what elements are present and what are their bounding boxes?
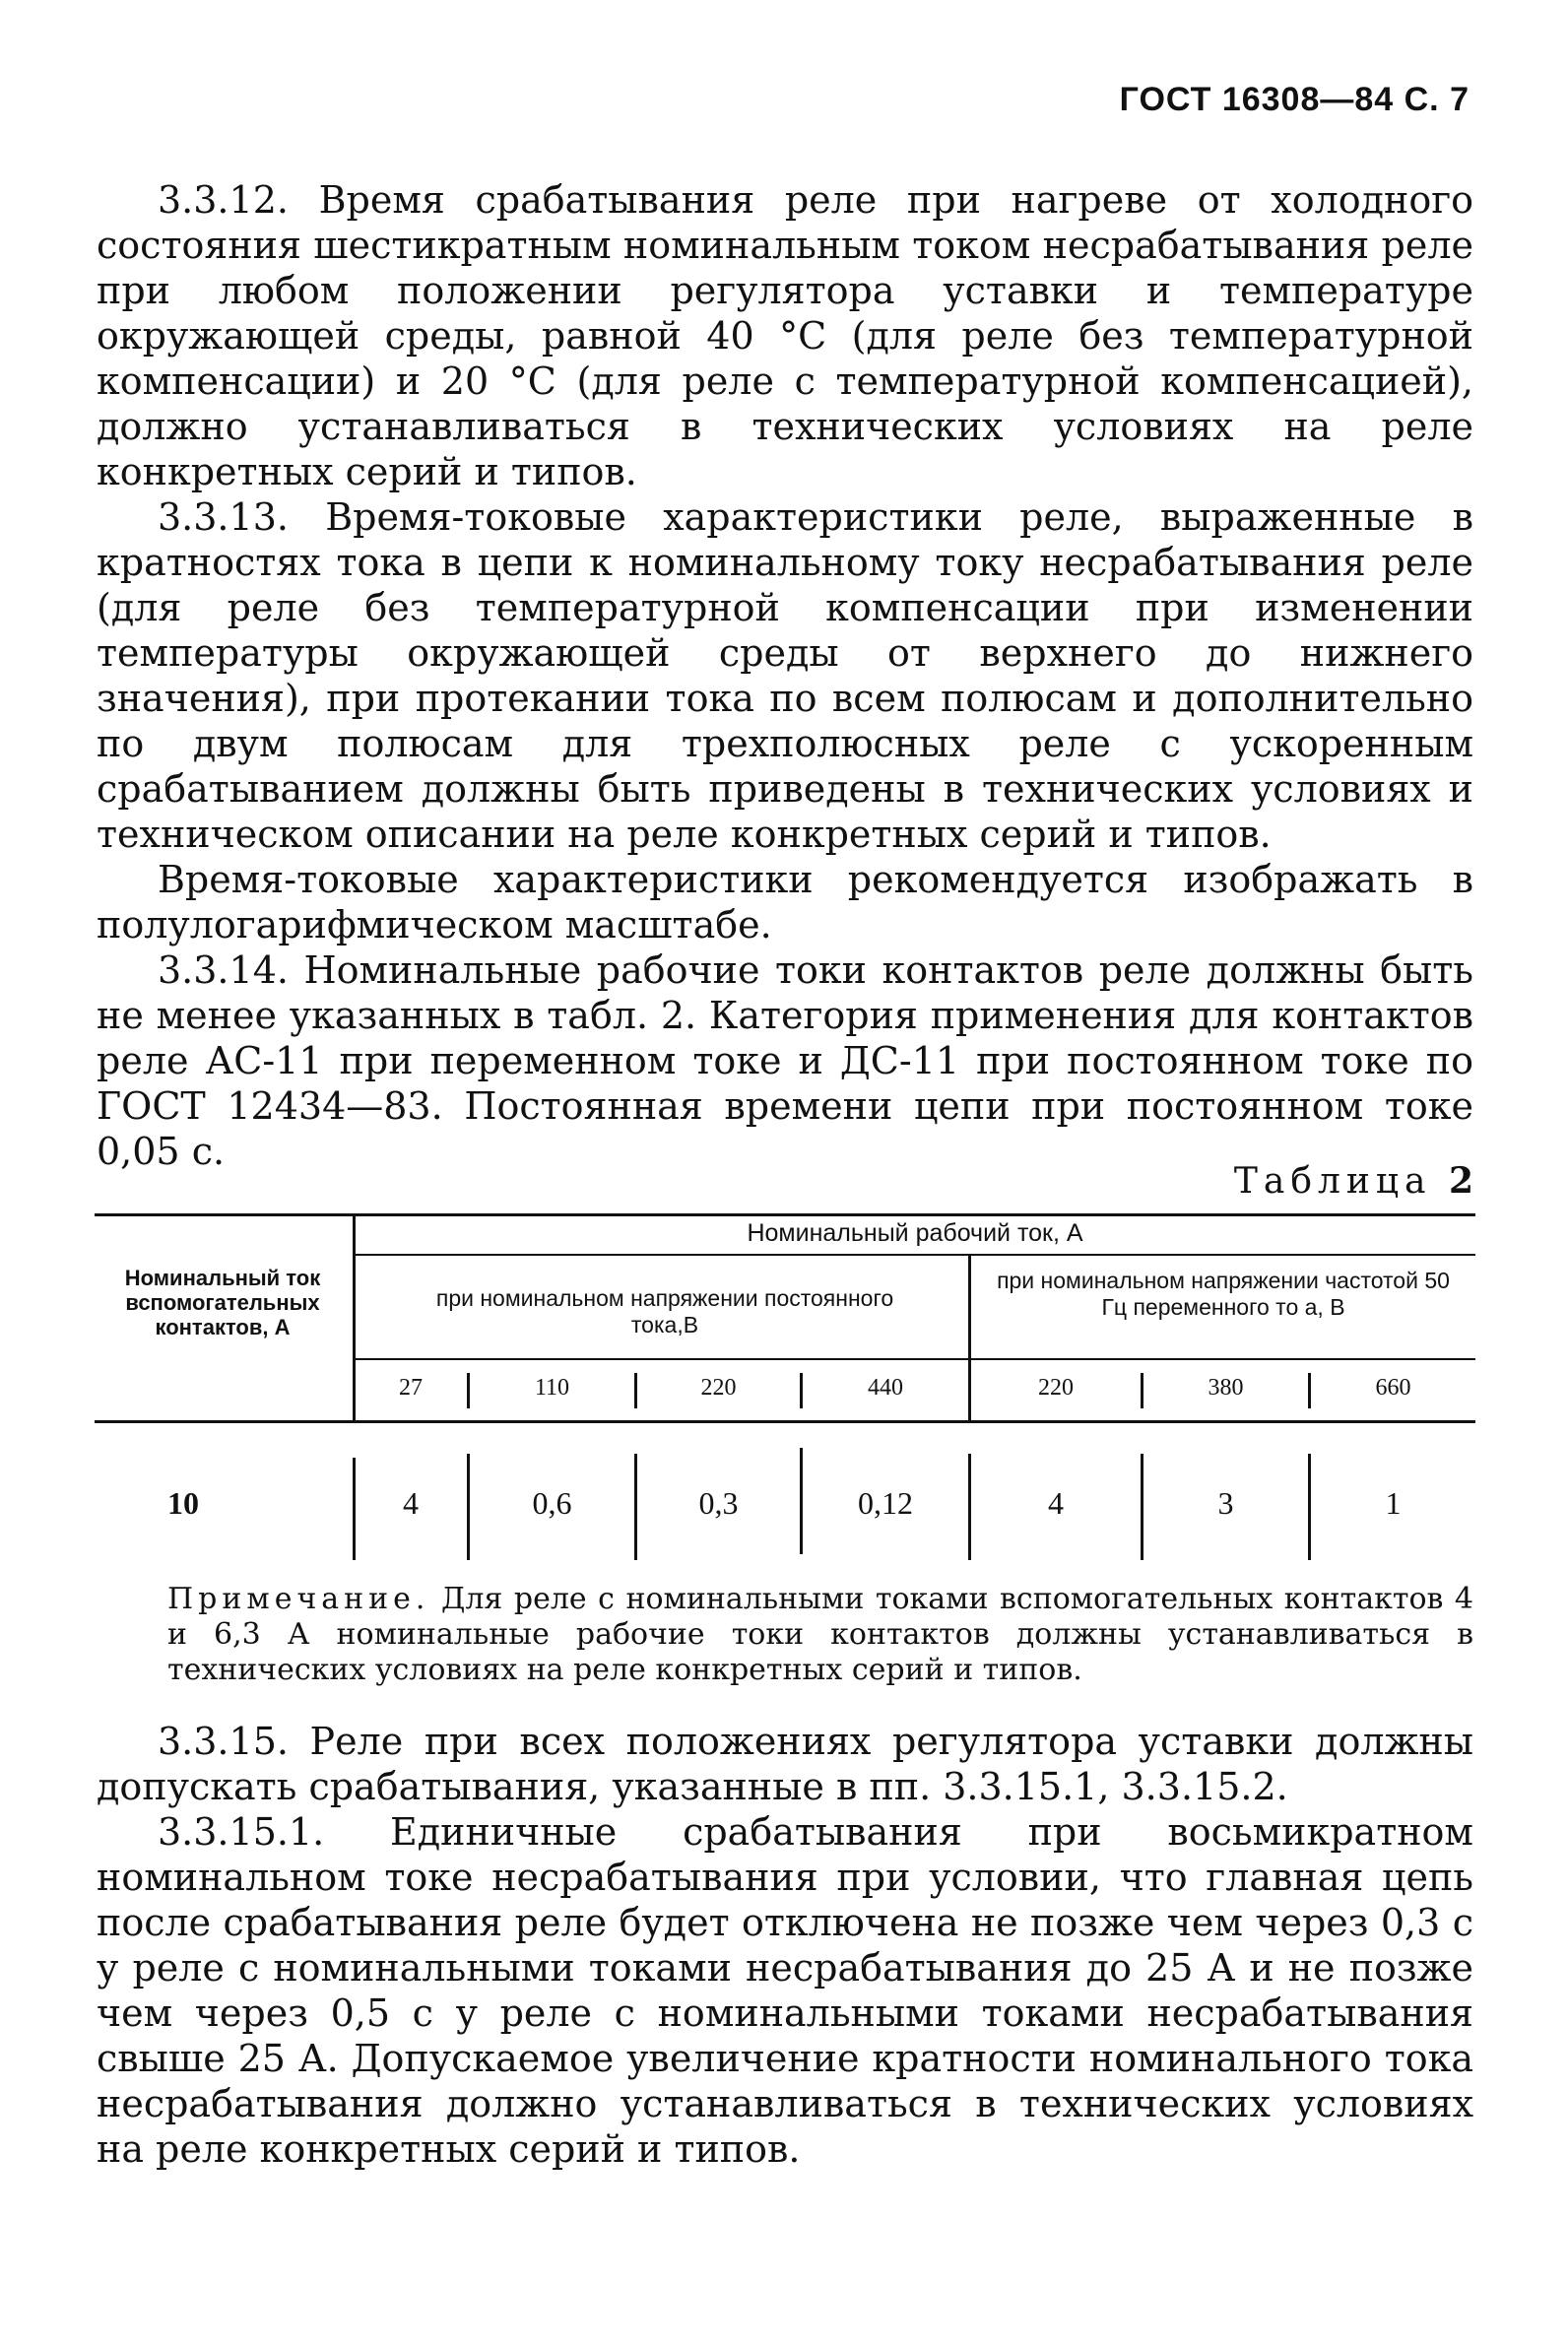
- paragraph-3-3-13: 3.3.13. Время-токовые характеристики реле, выраженные в кратностях тока в цепи к номинальному току несрабатывания реле (для реле без температурной компенсации при изменении температуры окружающей среды от верхнего до нижнего значения), при протекании тока по всем полюсам и дополнительно по двум полюсам для трехполюсных реле с ускоренным срабатыванием должны быть приведены в технических условиях и техническом описании на реле конкретных серий и типов.: [97, 495, 1473, 856]
- table-dc-header: при номинальном напряжении постоянного тока,В: [435, 1285, 894, 1338]
- note-text: Для реле с номинальными токами вспомогательных контактов 4 и 6,3 А номинальные рабочие токи контактов должны устанавливаться в технических условиях на реле конкретных серий и типов.: [167, 1582, 1473, 1687]
- voltage-header: 220: [700, 1375, 737, 1401]
- table-cell-value: 4: [1048, 1485, 1064, 1521]
- table-left-header: Номинальный ток вспомогательных контактов, А: [124, 1266, 321, 1339]
- body-text-bottom: [97, 1719, 1473, 2172]
- table-cell-value: 3: [1217, 1485, 1234, 1521]
- paragraph-3-3-12: 3.3.12. Время срабатывания реле при нагреве от холодного состояния шестикратным номинальным током несрабатывания реле при любом положении регулятора уставки и температуре окружающей среды, равной 40 °С (для реле без температурной компенсации) и 20 °С (для реле с температурной компенсацией), должно устанавливаться в технических условиях на реле конкретных серий и типов.: [97, 178, 1473, 493]
- voltage-header: 380: [1208, 1375, 1244, 1401]
- table-header-bottom-rule: [95, 1420, 1475, 1423]
- table-main-header-rule: [355, 1254, 1475, 1256]
- voltage-header: 660: [1375, 1375, 1411, 1401]
- voltage-header: 220: [1038, 1375, 1074, 1401]
- voltage-header: 110: [534, 1375, 570, 1401]
- table-note: [167, 1582, 1473, 1688]
- paragraph-3-3-14: 3.3.14. Номинальные рабочие токи контактов реле должны быть не менее указанных в табл. 2. Категория применения для контактов реле АС-11 при переменном токе и ДС-11 при постоянном токе по ГОСТ 12434—83. Постоянная времени цепи при постоянном токе 0,05 с.: [97, 948, 1473, 1173]
- table-sub-header-rule: [355, 1358, 1475, 1360]
- page-header: ГОСТ 16308—84 С. 7: [1119, 81, 1470, 118]
- table-cell-value: 0,6: [532, 1485, 572, 1521]
- voltage-header: 27: [399, 1375, 423, 1401]
- voltage-header: 440: [868, 1375, 903, 1401]
- paragraph-3-3-15: 3.3.15. Реле при всех положениях регулятора уставки должны допускать срабатывания, указанные в пп. 3.3.15.1, 3.3.15.2.: [97, 1720, 1473, 1808]
- paragraph-time-current: Время-токовые характеристики рекомендуется изображать в полулогарифмическом масштабе.: [97, 858, 1473, 946]
- table-cell-value: 0,3: [698, 1485, 739, 1521]
- table-top-rule: [95, 1213, 1475, 1216]
- table-cell-value: 0,12: [858, 1485, 913, 1521]
- table-dc-ac-divider: [968, 1256, 971, 1358]
- table-cell-value: 4: [403, 1485, 419, 1521]
- body-text-top: [97, 177, 1473, 1174]
- table-caption-word: Таблица: [1233, 1161, 1432, 1202]
- note-label: Примечание.: [167, 1582, 430, 1616]
- table-main-header: Номинальный рабочий ток, А: [747, 1219, 1083, 1247]
- table-caption: [1234, 1160, 1473, 1202]
- table-caption-number: 2: [1448, 1160, 1473, 1202]
- table-cell-value: 1: [1385, 1485, 1402, 1521]
- table-ac-header: при номинальном напряжении частотой 50 Гц переменного то а, В: [997, 1268, 1450, 1320]
- paragraph-3-3-15-1: 3.3.15.1. Единичные срабатывания при восьмикратном номинальном токе несрабатывания при условии, что главная цепь после срабатывания реле будет отключена не позже чем через 0,3 с у реле с номинальными токами несрабатывания до 25 А и не позже чем через 0,5 с у реле с номинальными токами несрабатывания свыше 25 А. Допускаемое увеличение кратности номинального тока несрабатывания должно устанавливаться в технических условиях на реле конкретных серий и типов.: [97, 1810, 1473, 2171]
- table-cell-current: 10: [167, 1485, 199, 1521]
